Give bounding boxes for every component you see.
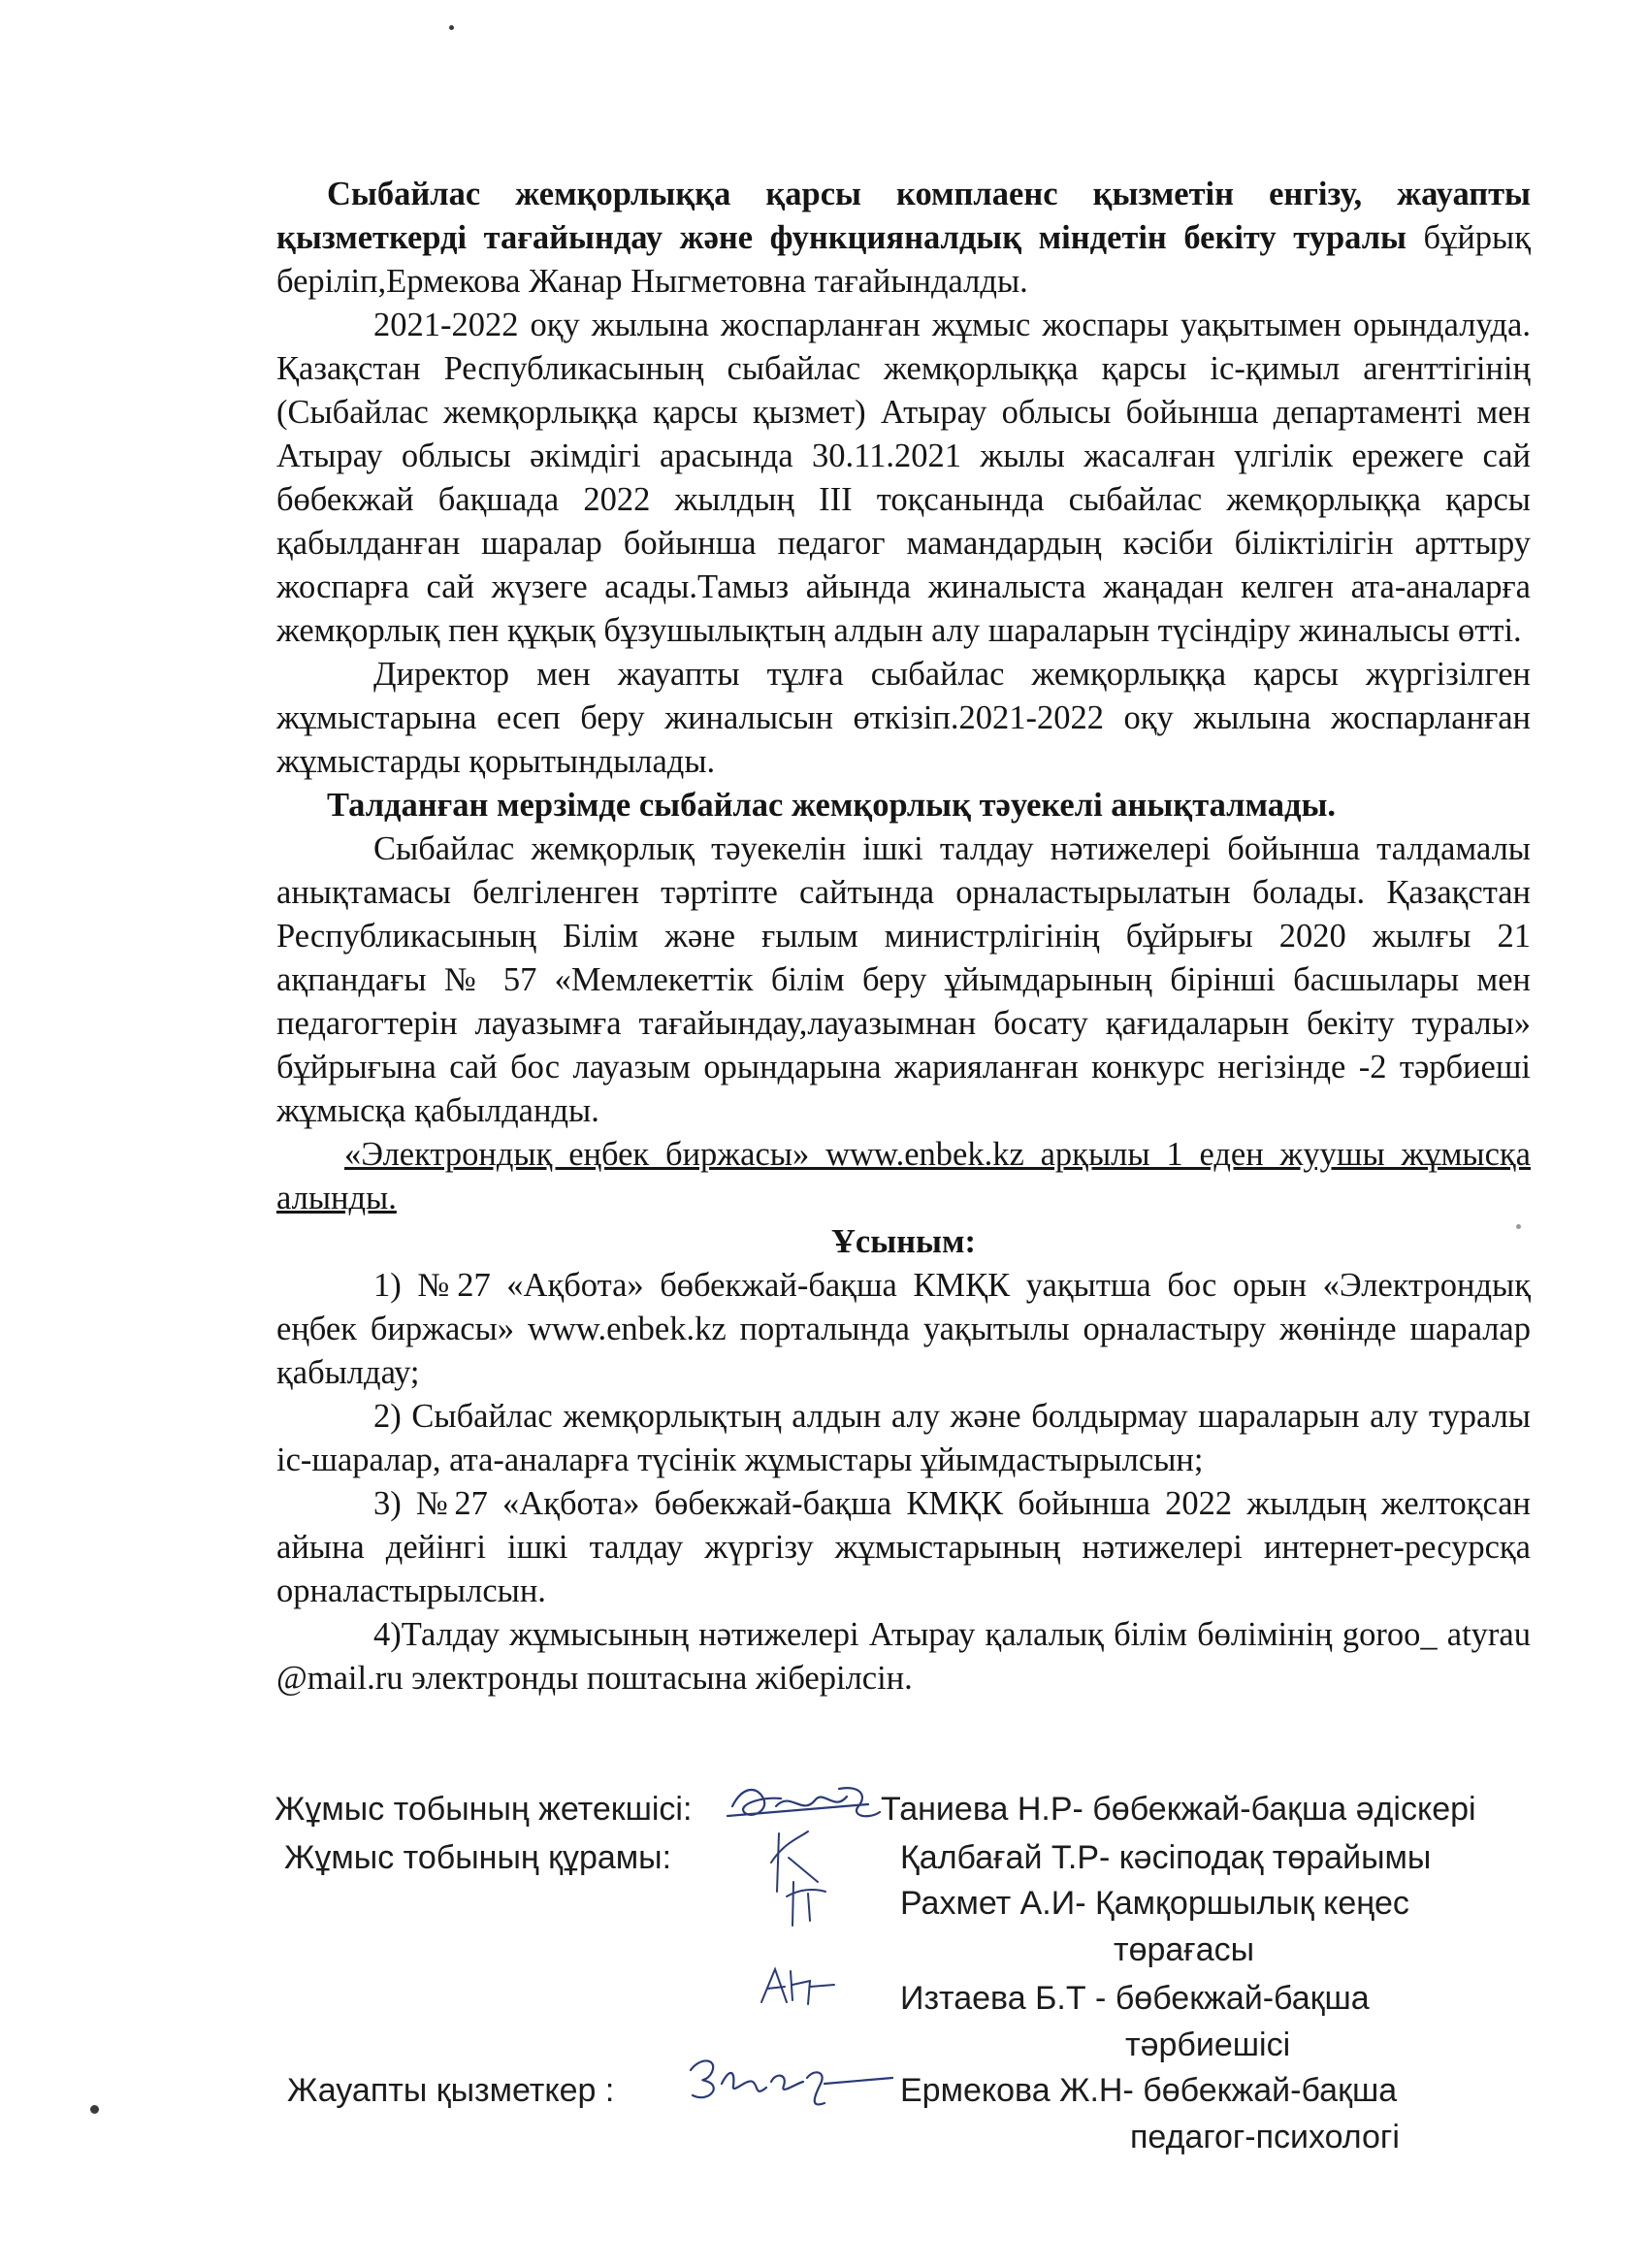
member-2-position: төрағасы xyxy=(1114,1931,1255,1968)
recommendation-item-3: 3) №27 «Ақбота» бөбекжай-бақша КМҚК бойынша 2022 жылдың желтоқсан айына дейінгі ішкі талдау жүргізу жұмыстарының нәтижелері интернет-ресурсқа орналастырылсын. xyxy=(276,1485,1531,1609)
responsible-signature-icon xyxy=(679,2049,902,2117)
member-3-position: тәрбиешісі xyxy=(1125,2026,1291,2063)
member-3-signature-icon xyxy=(752,1961,839,2010)
scan-speck xyxy=(90,2105,99,2114)
scan-speck xyxy=(449,25,454,30)
member-1-name: Қалбағай Т.Р- кәсіподақ төрайымы xyxy=(900,1839,1432,1876)
member-2-name: Рахмет А.И- Қамқоршылық кеңес xyxy=(900,1885,1409,1922)
responsible-label: Жауапты қызметкер : xyxy=(287,2072,615,2109)
intro-paragraph xyxy=(276,173,1531,304)
recommendation-item-4: 4)Талдау жұмысының нәтижелері Атырау қалалық білім бөлімінің goroo_ atyrau @mail.ru электронды поштасына жіберілсін. xyxy=(276,1616,1531,1697)
intro-regular-text: бұйрық беріліп,Ермекова Жанар Ныгметовна тағайындалды. xyxy=(276,219,1531,300)
recommendation-item-2: 2) Сыбайлас жемқорлықтың алдын алу және болдырмау шараларын алу туралы іс-шаралар, ата-аналарға түсінік жұмыстары ұйымдастырылсын; xyxy=(276,1398,1531,1478)
members-signature-icon xyxy=(760,1824,837,1930)
recommendation-item-1: 1) №27 «Ақбота» бөбекжай-бақша КМҚК уақытша бос орын «Электрондық еңбек биржасы» www.enbek.kz порталында уақытылы орналастыру жөнінде шаралар қабылдау; xyxy=(276,1267,1531,1391)
enbek-paragraph: «Электрондық еңбек биржасы» www.enbek.kz арқылы 1 еден жуушы жұмысқа алынды. xyxy=(276,1136,1531,1216)
director-report-paragraph: Директор мен жауапты тұлға сыбайлас жемқорлыққа қарсы жүргізілген жұмыстарына есеп беру жиналысын өткізіп.2021-2022 оқу жылына жоспарланған жұмыстарды қорытындылады. xyxy=(276,656,1531,780)
recommendation-heading: Ұсыным: xyxy=(831,1223,976,1260)
members-label: Жұмыс тобының құрамы: xyxy=(284,1839,672,1876)
analysis-paragraph: Сыбайлас жемқорлық тәуекелін ішкі талдау нәтижелері бойынша талдамалы анықтамасы белгіленген тәртіпте сайтында орналастырылатын болады. Қазақстан Республикасының Білім және ғылым министрлігінің бұйрығы 2020 жылғы 21 ақпандағы № 57 «Мемлекеттік білім беру ұйымдарының бірінші басшылары мен педагогтерін лауазымға тағайындау,лауазымнан босату қағидаларын бекіту туралы» бұйрығына сай бос лауазым орындарына жарияланған конкурс негізінде -2 тәрбиеші жұмысқа қабылданды. xyxy=(276,830,1531,1129)
responsible-position: педагог-психологі xyxy=(1130,2119,1400,2155)
member-3-name: Изтаева Б.Т - бөбекжай-бақша xyxy=(900,1980,1370,2017)
intro-bold-text: Сыбайлас жемқорлыққа қарсы комплаенс қызметін енгізу, жауапты қызметкерді тағайындау және функцияналдық міндетін бекіту туралы xyxy=(276,176,1531,256)
leader-name: Таниева Н.Р- бөбекжай-бақша әдіскері xyxy=(881,1791,1476,1828)
document-body xyxy=(276,173,1531,1701)
risk-statement: Талданған мерзімде сыбайлас жемқорлық тәуекелі анықталмады. xyxy=(327,787,1337,824)
responsible-name: Ермекова Ж.Н- бөбекжай-бақша xyxy=(900,2072,1398,2109)
work-plan-paragraph: 2021-2022 оқу жылына жоспарланған жұмыс жоспары уақытымен орындалуда. Қазақстан Республикасының сыбайлас жемқорлыққа қарсы іс-қимыл агенттігінің (Сыбайлас жемқорлыққа қарсы қызмет) Атырау облысы бойынша департаменті мен Атырау облысы әкімдігі арасында 30.11.2021 жылы жасалған үлгілік ережеге сай бөбекжай бақшада 2022 жылдың ІІІ тоқсанында сыбайлас жемқорлыққа қарсы қабылданған шаралар бойынша педагог мамандардың кәсіби біліктілігін арттыру жоспарға сай жүзеге асады.Тамыз айында жиналыста жаңадан келген ата-аналарға жемқорлық пен құқық бұзушылықтың алдын алу шараларын түсіндіру жиналысы өтті. xyxy=(276,307,1531,649)
leader-label: Жұмыс тобының жетекшісі: xyxy=(275,1791,693,1828)
